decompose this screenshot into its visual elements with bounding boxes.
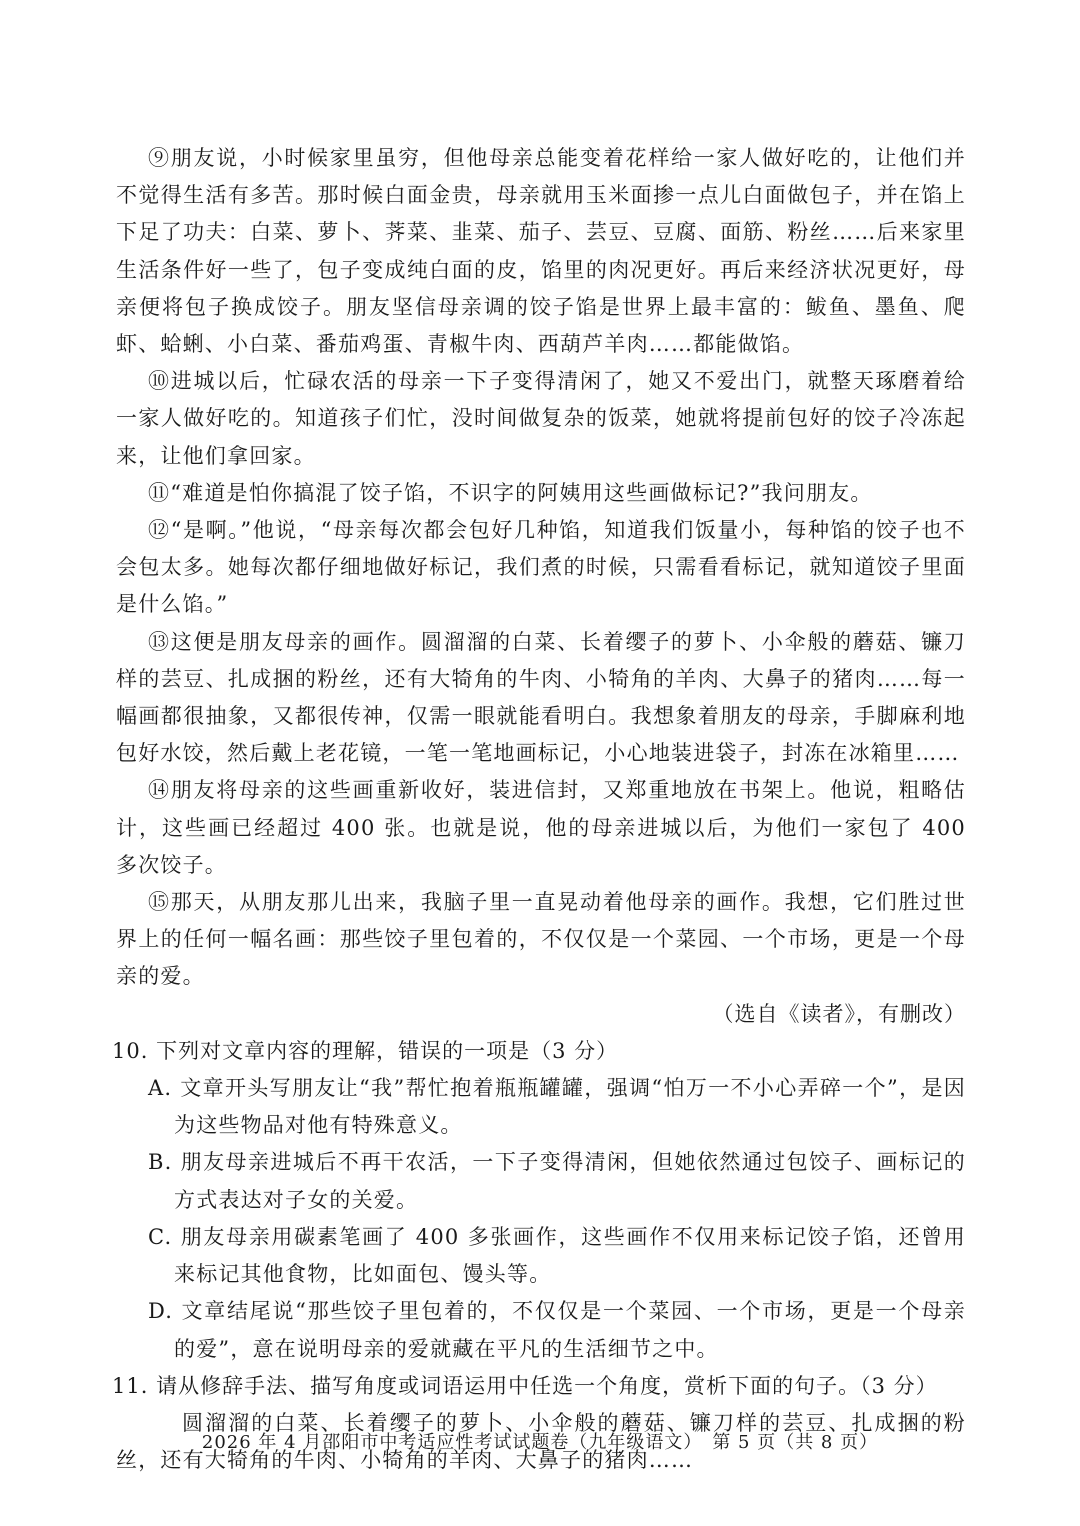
paragraph-number: ⑨ <box>148 146 171 170</box>
paragraph-11 <box>116 475 966 512</box>
paragraph-number: ⑩ <box>148 369 171 394</box>
paragraph-text: “难道是怕你搞混了饺子馅，不识字的阿姨用这些画做标记?”我问朋友。 <box>170 480 873 505</box>
paragraph-10 <box>116 363 966 475</box>
paragraph-number: ⑪ <box>148 480 171 505</box>
paragraph-12 <box>116 512 966 624</box>
paragraph-text: 这便是朋友母亲的画作。圆溜溜的白菜、长着缨子的萝卜、小伞般的蘑菇、镰刀样的芸豆、扎成捆的粉丝，还有大犄角的牛肉、小犄角的羊肉、大鼻子的猪肉……每一幅画都很抽象，又都很传神，仅需一眼就能看明白。我想象着朋友的母亲，手脚麻利地包好水饺，然后戴上老花镜，一笔一笔地画标记，小心地装进袋子，封冻在冰箱里…… <box>116 629 967 766</box>
question-10-option-c: C. 朋友母亲用碳素笔画了 400 多张画作，这些画作不仅用来标记饺子馅，还曾用来标记其他食物，比如面包、馒头等。 <box>148 1224 966 1287</box>
question-10-option-a: A. 文章开头写朋友让“我”帮忙抱着瓶瓶罐罐，强调“怕万一不小心弄碎一个”，是因为这些物品对他有特殊意义。 <box>148 1076 966 1138</box>
page-footer: 2026 年 4 月邵阳市中考适应性考试试题卷（九年级语文） 第 5 页（共 8 页） <box>201 1432 879 1453</box>
source-citation: （选自《读者》，有删改） <box>712 1001 966 1026</box>
paragraph-number: ⑭ <box>148 778 171 803</box>
quote-text: 圆溜溜的白菜、长着缨子的萝卜、小伞般的蘑菇、镰刀样的芸豆、扎成捆的粉丝，还有大犄角的牛肉、小犄角的羊肉、大鼻子的猪肉…… <box>116 1410 966 1473</box>
page-content <box>112 140 967 1479</box>
paragraph-text: 那天，从朋友那儿出来，我脑子里一直晃动着他母亲的画作。我想，它们胜过世界上的任何一幅名画：那些饺子里包着的，不仅仅是一个菜园、一个市场，更是一个母亲的爱。 <box>116 890 967 989</box>
question-11-stem: 11. 请从修辞手法、描写角度或词语运用中任选一个角度，赏析下面的句子。（3 分） <box>112 1373 938 1398</box>
paragraph-text: 进城以后，忙碌农活的母亲一下子变得清闲了，她又不爱出门，就整天琢磨着给一家人做好吃的。知道孩子们忙，没时间做复杂的饭菜，她就将提前包好的饺子冷冻起来，让他们拿回家。 <box>116 369 967 468</box>
paragraph-text: “是啊。”他说，“母亲每次都会包好几种馅，知道我们饭量小，每种馅的饺子也不会包太多。她每次都仔细地做好标记，我们煮的时候，只需看看标记，就知道饺子里面是什么馅。” <box>116 518 966 617</box>
question-10-option-b: B. 朋友母亲进城后不再干农活，一下子变得清闲，但她依然通过包饺子、画标记的方式表达对子女的关爱。 <box>148 1150 966 1212</box>
paragraph-text: 朋友将母亲的这些画重新收好，装进信封，又郑重地放在书架上。他说，粗略估计，这些画已经超过 400 张。也就是说，他的母亲进城以后，为他们一家包了 400 多次饺子。 <box>116 778 967 877</box>
question-10-option-d: D. 文章结尾说“那些饺子里包着的，不仅仅是一个菜园、一个市场，更是一个母亲的爱”，意在说明母亲的爱就藏在平凡的生活细节之中。 <box>148 1299 966 1361</box>
paragraph-9 <box>116 140 966 363</box>
question-10-stem: 10. 下列对文章内容的理解，错误的一项是（3 分） <box>112 1038 619 1063</box>
paragraph-number: ⑬ <box>148 629 171 654</box>
paragraph-15 <box>116 884 966 996</box>
paragraph-13 <box>116 624 966 773</box>
paragraph-14 <box>116 772 966 884</box>
paragraph-text: 朋友说，小时候家里虽穷，但他母亲总能变着花样给一家人做好吃的，让他们并不觉得生活有多苦。那时候白面金贵，母亲就用玉米面掺一点儿白面做包子，并在馅上下足了功夫：白菜、萝卜、荠菜、韭菜、茄子、芸豆、豆腐、面筋、粉丝……后来家里生活条件好一些了，包子变成纯白面的皮，馅里的肉况更好。再后来经济状况更好，母亲便将包子换成饺子。朋友坚信母亲调的饺子馅是世界上最丰富的：鲅鱼、墨鱼、爬虾、蛤蜊、小白菜、番茄鸡蛋、青椒牛肉、西葫芦羊肉……都能做馅。 <box>116 146 967 357</box>
paragraph-number: ⑮ <box>148 890 171 915</box>
paragraph-number: ⑫ <box>148 518 171 543</box>
